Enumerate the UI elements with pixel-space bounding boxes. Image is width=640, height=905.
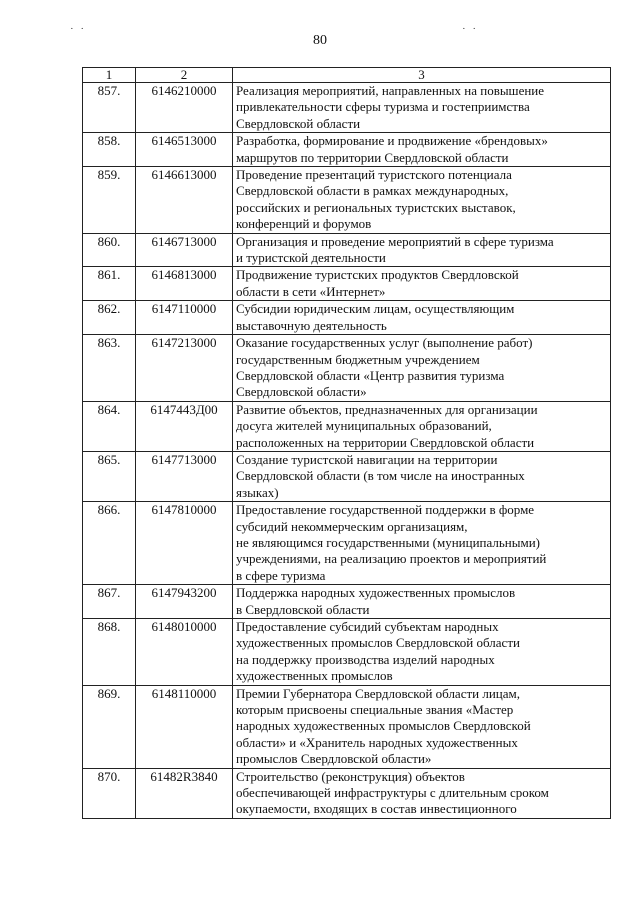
description-line: Свердловской области (в том числе на иностранных xyxy=(236,468,525,484)
description-line: Свердловской области «Центр развития туризма xyxy=(236,367,505,383)
description-line: Свердловской области xyxy=(236,115,361,131)
description-line: учреждениями, на реализацию проектов и мероприятий xyxy=(236,551,547,567)
description-line: которым присвоены специальные звания «Мастер xyxy=(236,702,514,718)
row-number: 869. xyxy=(83,685,136,768)
item-description xyxy=(233,502,611,585)
description-line: российских и региональных туристских выставок, xyxy=(236,199,516,215)
description-line: досуга жителей муниципальных образований, xyxy=(236,418,492,434)
description-line: художественных промыслов xyxy=(236,668,393,684)
budget-code: 6146713000 xyxy=(136,233,233,267)
budget-code: 6147713000 xyxy=(136,451,233,501)
table-row xyxy=(83,585,611,619)
row-number: 860. xyxy=(83,233,136,267)
budget-code-table xyxy=(82,67,611,819)
row-number: 865. xyxy=(83,451,136,501)
item-description xyxy=(233,685,611,768)
description-line: расположенных на территории Свердловской области xyxy=(236,434,535,450)
budget-code: 6147443Д00 xyxy=(136,401,233,451)
item-description xyxy=(233,167,611,234)
table-header-row xyxy=(83,68,611,83)
budget-code: 61482R3840 xyxy=(136,768,233,818)
description-line: Разработка, формирование и продвижение «брендовых» xyxy=(236,133,548,149)
description-line: Премии Губернатора Свердловской области лицам, xyxy=(236,685,521,701)
table-row xyxy=(83,768,611,818)
budget-code: 6146613000 xyxy=(136,167,233,234)
budget-code: 6148010000 xyxy=(136,619,233,686)
budget-code: 6147213000 xyxy=(136,335,233,402)
description-line: Создание туристской навигации на территории xyxy=(236,451,498,467)
row-number: 861. xyxy=(83,267,136,301)
description-line: художественных промыслов Свердловской области xyxy=(236,635,520,651)
description-line: народных художественных промыслов Свердловской xyxy=(236,718,531,734)
item-description xyxy=(233,451,611,501)
row-number: 866. xyxy=(83,502,136,585)
row-number: 857. xyxy=(83,83,136,133)
item-description xyxy=(233,83,611,133)
table-row xyxy=(83,233,611,267)
row-number: 864. xyxy=(83,401,136,451)
item-description xyxy=(233,267,611,301)
row-number: 868. xyxy=(83,619,136,686)
description-line: языках) xyxy=(236,484,279,500)
description-line: и туристской деятельности xyxy=(236,250,386,266)
description-line: в сфере туризма xyxy=(236,567,326,583)
description-line: обеспечивающей инфраструктуры с длительным сроком xyxy=(236,785,549,801)
description-line: Организация и проведение мероприятий в сфере туризма xyxy=(236,233,554,249)
item-description xyxy=(233,335,611,402)
description-line: Продвижение туристских продуктов Свердловской xyxy=(236,267,519,283)
row-number: 862. xyxy=(83,301,136,335)
page-number: 80 xyxy=(313,33,327,48)
row-number: 870. xyxy=(83,768,136,818)
column-header-1: 1 xyxy=(83,68,136,83)
budget-code: 6147943200 xyxy=(136,585,233,619)
description-line: маршрутов по территории Свердловской области xyxy=(236,149,509,165)
description-line: Оказание государственных услуг (выполнение работ) xyxy=(236,335,533,351)
table-row xyxy=(83,167,611,234)
item-description xyxy=(233,133,611,167)
row-number: 858. xyxy=(83,133,136,167)
budget-code: 6146513000 xyxy=(136,133,233,167)
description-line: Проведение презентаций туристского потенциала xyxy=(236,167,512,183)
corner-mark-left: ˙ ˙ xyxy=(70,26,87,38)
description-line: субсидий некоммерческим организациям, xyxy=(236,518,468,534)
item-description xyxy=(233,585,611,619)
description-line: выставочную деятельность xyxy=(236,317,387,333)
table-row xyxy=(83,133,611,167)
description-line: Реализация мероприятий, направленных на повышение xyxy=(236,83,545,98)
table-row xyxy=(83,83,611,133)
item-description xyxy=(233,233,611,267)
row-number: 867. xyxy=(83,585,136,619)
table-row xyxy=(83,401,611,451)
description-line: привлекательности сферы туризма и гостеприимства xyxy=(236,99,530,115)
description-line: конференций и форумов xyxy=(236,216,372,232)
row-number: 859. xyxy=(83,167,136,234)
description-line: Свердловской области в рамках международных, xyxy=(236,183,509,199)
item-description xyxy=(233,401,611,451)
description-line: на поддержку производства изделий народных xyxy=(236,651,495,667)
row-number: 863. xyxy=(83,335,136,402)
description-line: Строительство (реконструкция) объектов xyxy=(236,768,465,784)
table-body xyxy=(83,83,611,819)
description-line: области в сети «Интернет» xyxy=(236,283,386,299)
budget-code: 6146813000 xyxy=(136,267,233,301)
column-header-2: 2 xyxy=(136,68,233,83)
item-description xyxy=(233,301,611,335)
description-line: промыслов Свердловской области» xyxy=(236,751,432,767)
budget-code: 6146210000 xyxy=(136,83,233,133)
description-line: Предоставление субсидий субъектам народных xyxy=(236,619,499,634)
description-line: в Свердловской области xyxy=(236,601,370,617)
table-row xyxy=(83,335,611,402)
budget-code: 6147810000 xyxy=(136,502,233,585)
description-line: государственным бюджетным учреждением xyxy=(236,351,480,367)
description-line: Субсидии юридическим лицам, осуществляющим xyxy=(236,301,515,317)
budget-code: 6147110000 xyxy=(136,301,233,335)
table-row xyxy=(83,301,611,335)
corner-mark-right: ˙ ˙ xyxy=(462,26,479,38)
item-description xyxy=(233,768,611,818)
table-row xyxy=(83,502,611,585)
description-line: Свердловской области» xyxy=(236,384,367,400)
item-description xyxy=(233,619,611,686)
table-row xyxy=(83,267,611,301)
description-line: области» и «Хранитель народных художественных xyxy=(236,734,518,750)
column-header-3: 3 xyxy=(233,68,611,83)
budget-code: 6148110000 xyxy=(136,685,233,768)
description-line: Развитие объектов, предназначенных для организации xyxy=(236,401,538,417)
table-row xyxy=(83,451,611,501)
table-row xyxy=(83,685,611,768)
table-row xyxy=(83,619,611,686)
description-line: окупаемости, входящих в состав инвестиционного xyxy=(236,801,517,817)
description-line: не являющимся государственными (муниципальными) xyxy=(236,534,541,550)
description-line: Поддержка народных художественных промыслов xyxy=(236,585,516,601)
description-line: Предоставление государственной поддержки в форме xyxy=(236,502,535,518)
